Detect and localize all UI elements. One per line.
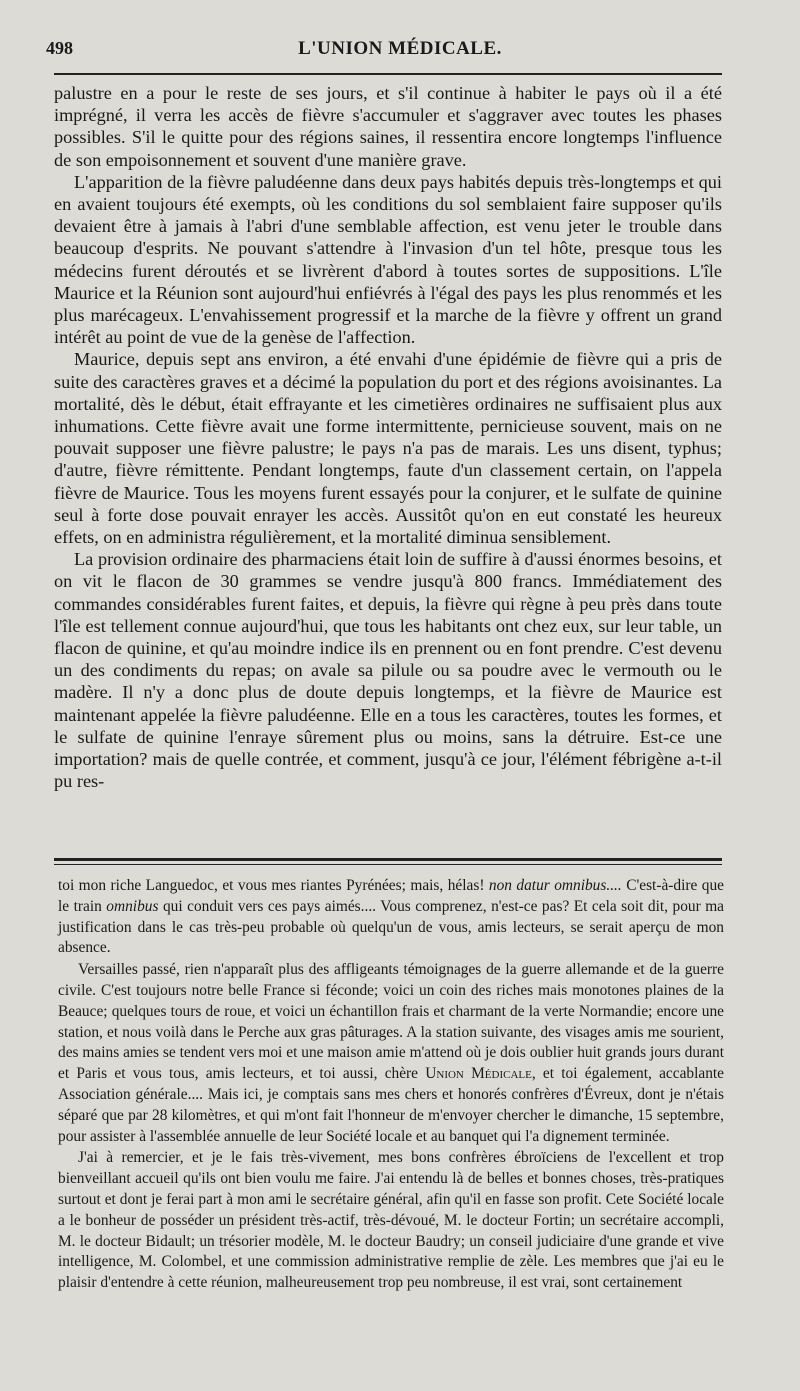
paragraph: Maurice, depuis sept ans environ, a été envahi d'une épidémie de fièvre qui a pris de suite des caractères graves et a décimé la population du port et des régions avoisinantes. La mortalité, dès le début, était effrayante et les cimetières ordinaires ne suffisaient plus aux inhumations. Cette fièvre avait une forme intermittente, pernicieuse souvent, mais on ne pouvait supposer une fièvre palustre; le pays n'a pas de marais. Les uns disent, typhus; d'autre, fièvre rémittente. Pendant longtemps, faute d'un classement certain, on l'appela fièvre de Maurice. Tous les moyens furent essayés pour la conjurer, et le sulfate de quinine seul à forte dose pouvait enrayer les accès. Aussitôt qu'on en eut constaté les heureux effets, on en administra régulièrement, et la mortalité diminua sensiblement. [54,349,722,548]
journal-name: Union Médicale [425,1065,532,1083]
text-span: , et toi également, accablante Association générale.... Mais ici, je comptais sans mes chers et honorés confrères d'Évreux, dont je n'étais séparé que par 28 kilomètres, et qui m'ont fait l'honneur de m'envoyer chercher le dimanche, 15 septembre, pour assister à l'assemblée annuelle de leur Société locale et au banquet qui l'a dignement terminée. [58,1065,725,1145]
text-span: toi mon riche Languedoc, et vous mes riantes Pyrénées; mais, hélas! [58,877,489,894]
text-span: C'est-à-dire que le train [58,877,725,915]
italic-span: omnibus [106,897,159,915]
feuilleton-rule-thin [54,864,722,865]
text-span: Versailles passé, rien n'apparaît plus des affligeants témoignages de la guerre allemande et de la guerre civile. C'est toujours notre belle France si féconde; voici un coin des riches mais monotones plaines de la Beauce; quelques tours de roue, et voici un échantillon frais et charmant de la verte Normandie; encore une station, et nous voilà dans le Perche aux gras pâturages. A la station suivante, des visages amis me sourient, des mains amies se tendent vers moi et une maison amie m'attend où je dois oublier huit grands jours durant et Paris et vous tous, amis lecteurs, et toi aussi, chère [58,961,724,1083]
feuilleton-paragraph [58,960,724,1147]
feuilleton-rule-thick [54,858,722,861]
running-title: L'UNION MÉDICALE. [298,38,502,59]
paragraph: La provision ordinaire des pharmaciens était loin de suffire à d'aussi énormes besoins, et on vit le flacon de 30 grammes se vendre jusqu'à 800 francs. Immédiatement des commandes considérables furent faites, et depuis, la fièvre qui règne à peu près dans toute l'île est tellement connue aujourd'hui, que tous les habitants ont chez eux, sur leur table, un flacon de quinine, et qu'au moindre indice ils en prennent ou en font prendre. C'est devenu un des condiments du repas; on avale sa pilule ou sa poudre avec le vermouth ou le madère. Il n'y a donc plus de doute depuis longtemps, et la fièvre de Maurice est maintenant appelée la fièvre paludéenne. Elle en a tous les caractères, toutes les formes, et le sulfate de quinine l'enraye sûrement plus ou moins, sans la détruire. Est-ce une importation? mais de quelle contrée, et comment, jusqu'à ce jour, l'élément fébrigène a-t-il pu res- [54,549,722,792]
paragraph: palustre en a pour le reste de ses jours, et s'il continue à habiter le pays où il a été imprégné, il verra les accès de fièvre s'accumuler et s'aggraver avec toutes les phases possibles. S'il le quitte pour des régions saines, il ressentira encore longtemps l'influence de son empoisonnement et souvent d'une manière grave. [54,83,722,170]
page-number: 498 [46,38,73,58]
text-span: qui conduit vers ces pays aimés.... Vous comprenez, n'est-ce pas? Et cela soit dit, pour ma justification dans le cas très-peu probable où quelqu'un de vous, amis lecteurs, se serait aperçu de mon absence. [58,897,724,957]
header-rule [54,73,722,75]
paragraph: L'apparition de la fièvre paludéenne dans deux pays habités depuis très-longtemps et qui en avaient toujours été exempts, où les conditions du sol semblaient faire supposer qu'ils devaient être à jamais à l'abri d'une semblable affection, est venu jeter le trouble dans beaucoup d'esprits. Ne pouvant s'attendre à l'invasion d'un tel hôte, presque tous les médecins furent déroutés et se livrèrent d'abord à toutes sortes de suppositions. L'île Maurice et la Réunion sont aujourd'hui enfiévrés à l'égal des pays les plus renommés et les plus marécageux. L'envahissement progressif et la marche de la fièvre y offrent un grand intérêt au point de vue de la genèse de l'affection. [54,171,722,348]
main-article [54,82,722,793]
feuilleton-paragraph [58,876,724,959]
italic-span: non datur omnibus.... [488,877,622,894]
page-header [0,38,800,62]
feuilleton-paragraph: J'ai à remercier, et je le fais très-vivement, mes bons confrères ébroïciens de l'excellent et trop bienveillant accueil qu'ils ont bien voulu me faire. J'ai entendu là de belles et bonnes choses, très-pratiques surtout et dont je ferai part à mon ami le secrétaire général, afin qu'il en fasse son profit. Cete Société locale a le bonheur de posséder un président très-actif, très-dévoué, M. le docteur Fortin; un secrétaire accompli, M. le docteur Bidault; un trésorier modèle, M. le docteur Baudry; un conseil judiciaire d'une grande et vive intelligence, M. Colombel, et une commission administrative remplie de zèle. Les membres que j'ai eu le plaisir d'entendre à cette réunion, malheureusement trop peu nombreuse, il est vrai, sont certainement [58,1149,724,1292]
feuilleton [58,876,724,1294]
